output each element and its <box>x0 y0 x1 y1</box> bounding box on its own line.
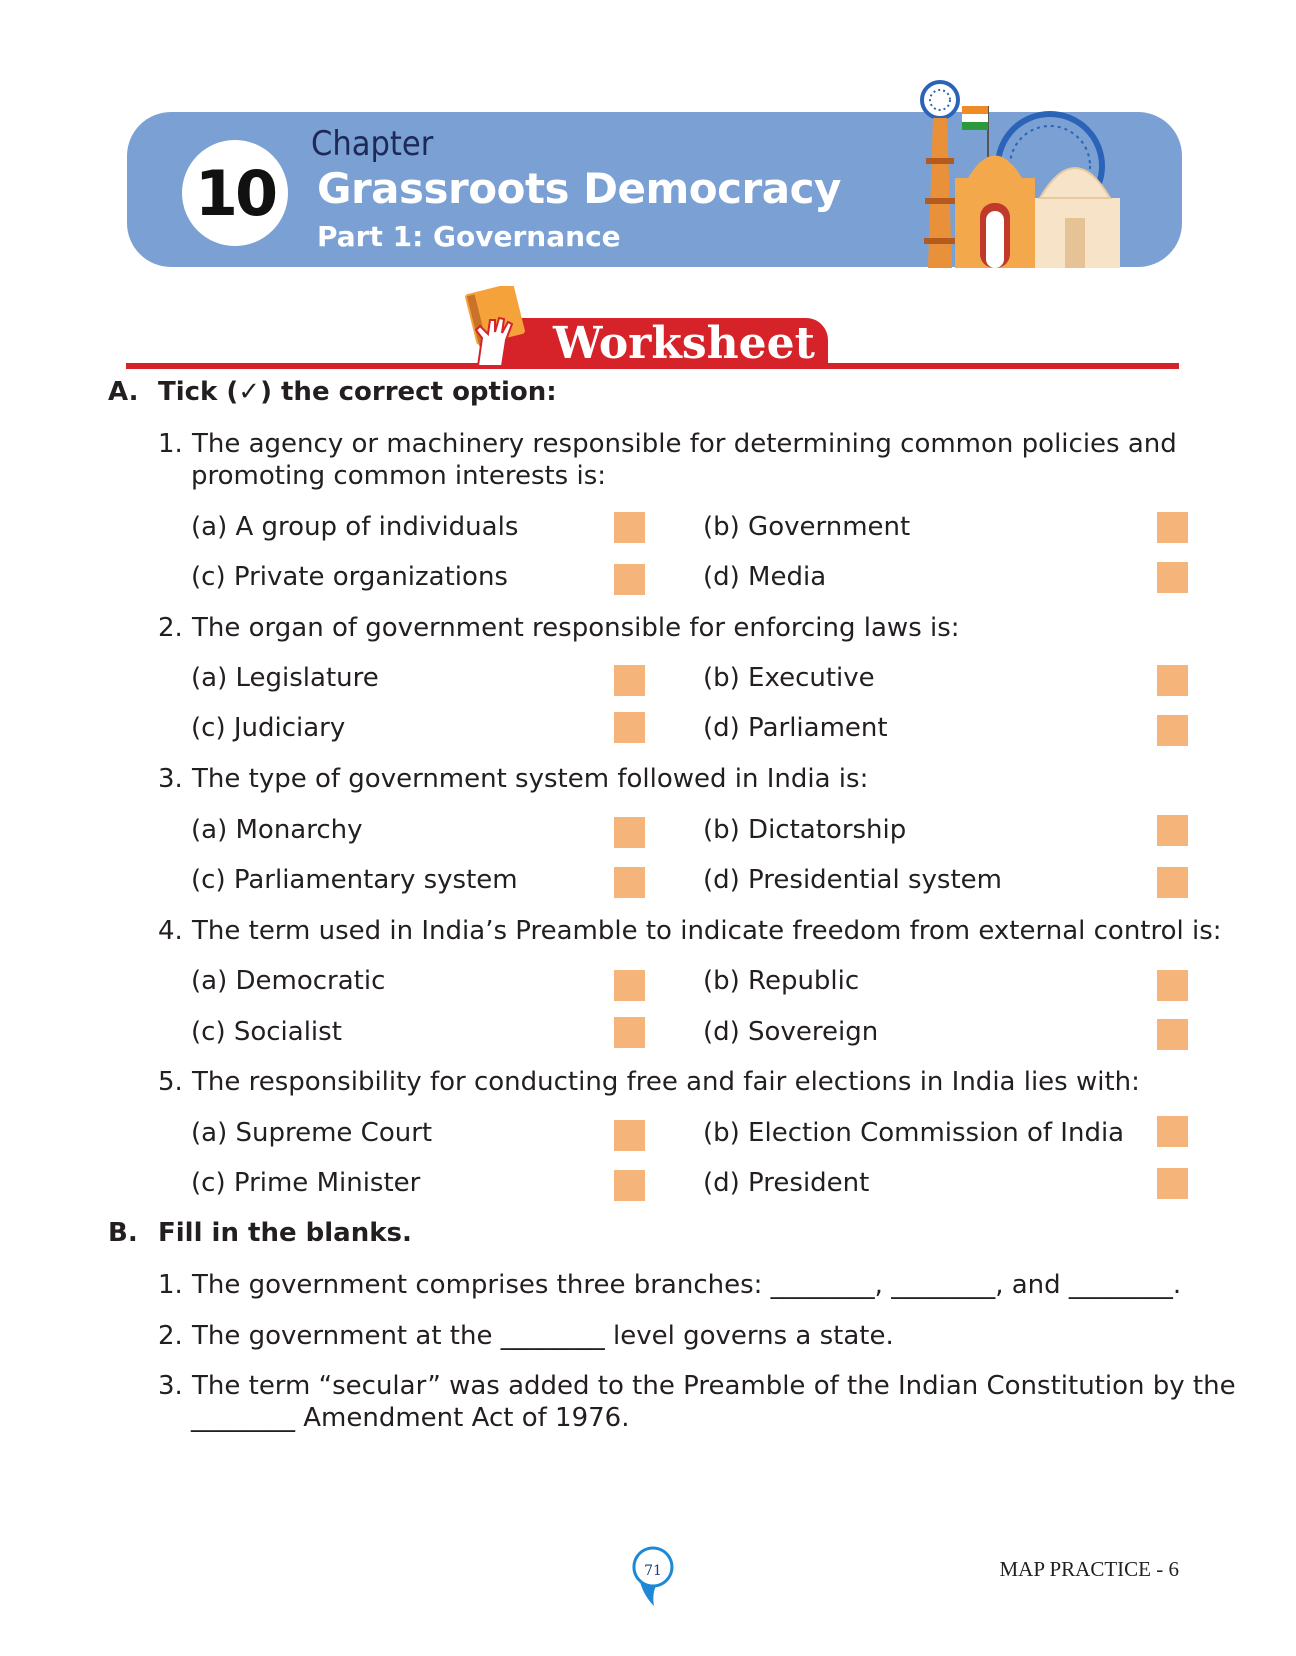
option-1a: (a) A group of individuals <box>191 512 519 542</box>
option-5d: (d) President <box>703 1168 870 1198</box>
checkbox-1c[interactable] <box>614 564 645 595</box>
checkbox-5c[interactable] <box>614 1170 645 1201</box>
option-3a: (a) Monarchy <box>191 815 363 845</box>
checkbox-2a[interactable] <box>614 665 645 696</box>
option-5a: (a) Supreme Court <box>191 1118 433 1148</box>
blank-question-3-line2: ________ Amendment Act of 1976. <box>191 1403 630 1433</box>
section-b-letter: B. <box>108 1218 138 1248</box>
checkbox-4b[interactable] <box>1157 970 1188 1001</box>
checkbox-5d[interactable] <box>1157 1168 1188 1199</box>
option-4a: (a) Democratic <box>191 966 386 996</box>
checkbox-3b[interactable] <box>1157 815 1188 846</box>
question-1-line2: promoting common interests is: <box>191 461 607 491</box>
checkbox-3d[interactable] <box>1157 867 1188 898</box>
section-b-title: Fill in the blanks. <box>158 1218 412 1248</box>
option-2c: (c) Judiciary <box>191 713 346 743</box>
section-a-letter: A. <box>108 377 139 407</box>
blank-question-1: 1. The government comprises three branches: ________, ________, and ________. <box>158 1270 1182 1300</box>
question-1: 1. The agency or machinery responsible for determining common policies and <box>158 429 1177 459</box>
question-5: 5. The responsibility for conducting free and fair elections in India lies with: <box>158 1067 1140 1097</box>
checkbox-3a[interactable] <box>614 817 645 848</box>
blank-question-2: 2. The government at the ________ level governs a state. <box>158 1321 894 1351</box>
option-5b: (b) Election Commission of India <box>703 1118 1125 1148</box>
option-3b: (b) Dictatorship <box>703 815 907 845</box>
option-3c: (c) Parliamentary system <box>191 865 518 895</box>
checkbox-2b[interactable] <box>1157 665 1188 696</box>
question-2: 2. The organ of government responsible for enforcing laws is: <box>158 613 960 643</box>
chapter-label: Chapter <box>311 124 434 164</box>
question-4: 4. The term used in India’s Preamble to indicate freedom from external control is: <box>158 916 1222 946</box>
chapter-title: Grassroots Democracy <box>317 164 841 213</box>
checkbox-2d[interactable] <box>1157 715 1188 746</box>
chapter-subtitle: Part 1: Governance <box>317 220 621 253</box>
checkbox-5a[interactable] <box>614 1120 645 1151</box>
question-3: 3. The type of government system followed in India is: <box>158 764 869 794</box>
page-number: 71 <box>644 1563 662 1579</box>
option-1b: (b) Government <box>703 512 911 542</box>
checkbox-1b[interactable] <box>1157 512 1188 543</box>
section-a-title: Tick (✓) the correct option: <box>158 377 557 407</box>
option-5c: (c) Prime Minister <box>191 1168 421 1198</box>
option-1d: (d) Media <box>703 562 827 592</box>
option-1c: (c) Private organizations <box>191 562 508 592</box>
option-4c: (c) Socialist <box>191 1017 342 1047</box>
option-3d: (d) Presidential system <box>703 865 1002 895</box>
checkbox-4a[interactable] <box>614 970 645 1001</box>
checkbox-2c[interactable] <box>614 712 645 743</box>
option-2a: (a) Legislature <box>191 663 379 693</box>
option-4b: (b) Republic <box>703 966 860 996</box>
hand-book-icon <box>462 286 532 368</box>
checkbox-3c[interactable] <box>614 867 645 898</box>
option-2d: (d) Parliament <box>703 713 888 743</box>
checkbox-5b[interactable] <box>1157 1116 1188 1147</box>
option-4d: (d) Sovereign <box>703 1017 879 1047</box>
india-monuments-illustration <box>900 78 1130 268</box>
checkbox-1a[interactable] <box>614 512 645 543</box>
option-2b: (b) Executive <box>703 663 875 693</box>
chapter-number: 10 <box>194 156 276 230</box>
worksheet-heading: Worksheet <box>553 318 815 369</box>
book-title: MAP PRACTICE - 6 <box>999 1557 1179 1581</box>
chapter-number-badge <box>182 140 288 246</box>
blank-question-3: 3. The term “secular” was added to the Preamble of the Indian Constitution by the <box>158 1371 1236 1401</box>
checkbox-4c[interactable] <box>614 1017 645 1048</box>
checkbox-1d[interactable] <box>1157 562 1188 593</box>
checkbox-4d[interactable] <box>1157 1019 1188 1050</box>
